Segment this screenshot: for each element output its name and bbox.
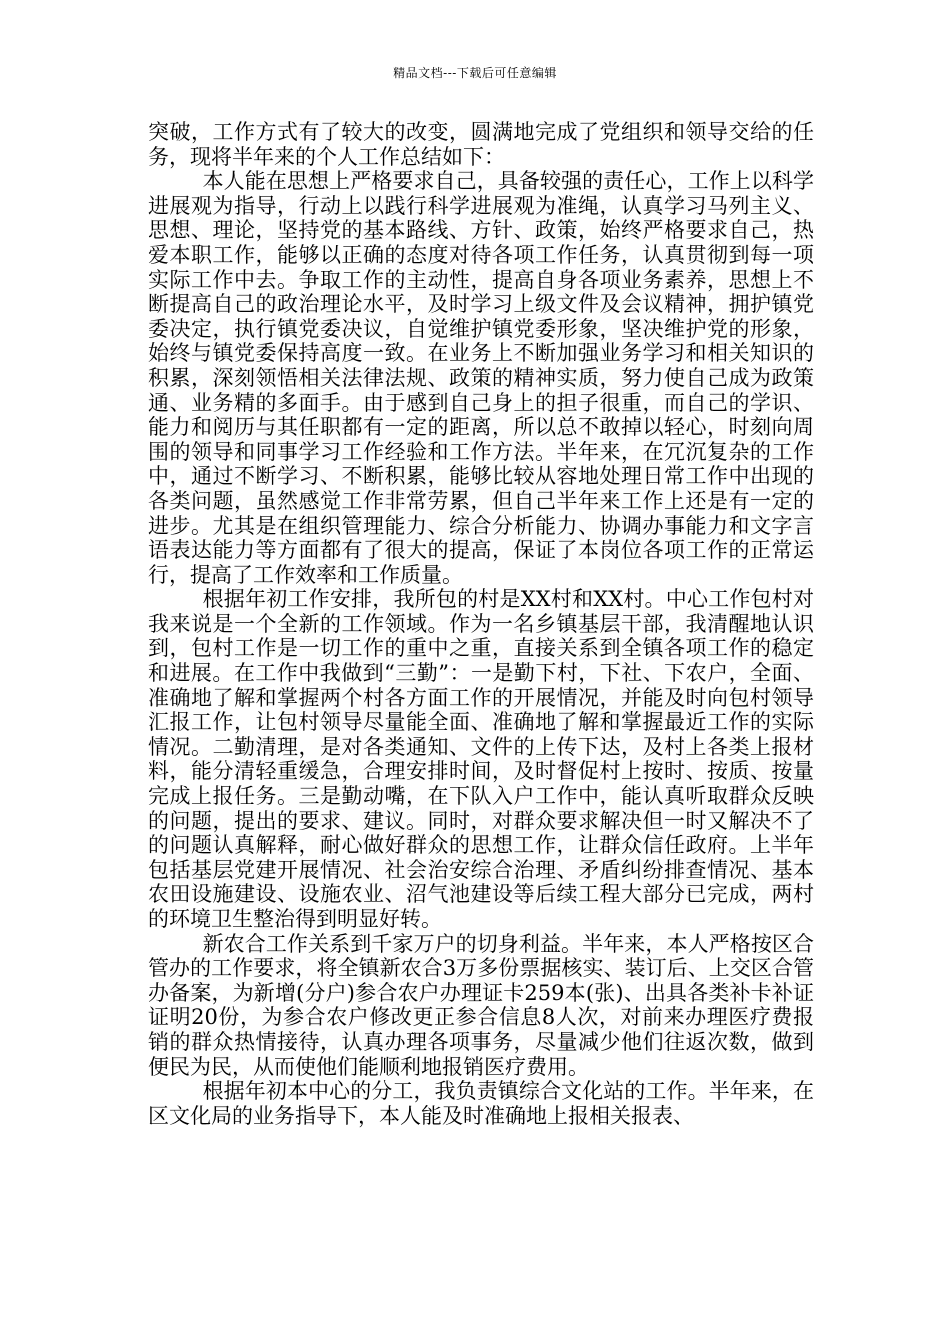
page-header: 精品文档---下载后可任意编辑 xyxy=(393,66,557,80)
paragraph-self-discipline: 本人能在思想上严格要求自己，具备较强的责任心，工作上以科学进展观为指导，行动上以践行科学进展观为准绳，认真学习马列主义、思想、理论，坚持党的基本路线、方针、政策，始终严格要求自己，热爱本职工作，能够以正确的态度对待各项工作任务，认真贯彻到每一项实际工作中去。争取工作的主动性，提高自身各项业务素养，思想上不断提高自己的政治理论水平，及时学习上级文件及会议精神，拥护镇党委决定，执行镇党委决议，自觉维护镇党委形象，坚决维护党的形象，始终与镇党委保持高度一致。在业务上不断加强业务学习和相关知识的积累，深刻领悟相关法律法规、政策的精神实质，努力使自己成为政策通、业务精的多面手。由于感到自己身上的担子很重，而自己的学识、能力和阅历与其任职都有一定的距离，所以总不敢掉以轻心，时刻向周围的领导和同事学习工作经验和工作方法。半年来，在冗沉复杂的工作中，通过不断学习、不断积累，能够比较从容地处理日常工作中出现的各类问题，虽然感觉工作非常劳累，但自己半年来工作上还是有一定的进步。尤其是在组织管理能力、综合分析能力、协调办事能力和文字言语表达能力等方面都有了很大的提高，保证了本岗位各项工作的正常运行，提高了工作效率和工作质量。 xyxy=(148,169,814,587)
document-body xyxy=(148,120,814,1128)
paragraph-rural-cooperative-medical: 新农合工作关系到千家万户的切身利益。半年来，本人严格按区合管办的工作要求，将全镇新农合3万多份票据核实、装订后、上交区合管办备案，为新增(分户)参合农户办理证卡259本(张)、出具各类补卡补证证明20份，为参合农户修改更正参合信息8人次，对前来办理医疗费报销的群众热情接待，认真办理各项事务，尽量减少他们往返次数，做到便民为民，从而使他们能顺利地报销医疗费用。 xyxy=(148,931,814,1079)
paragraph-village-work: 根据年初工作安排，我所包的村是XX村和XX村。中心工作包村对我来说是一个全新的工作领域。作为一名乡镇基层干部，我清醒地认识到，包村工作是一切工作的重中之重，直接关系到全镇各项工作的稳定和进展。在工作中我做到“三勤”：一是勤下村，下社、下农户，全面、准确地了解和掌握两个村各方面工作的开展情况，并能及时向包村领导汇报工作，让包村领导尽量能全面、准确地了解和掌握最近工作的实际情况。二勤清理，是对各类通知、文件的上传下达，及村上各类上报材料，能分清轻重缓急，合理安排时间，及时督促村上按时、按质、按量完成上报任务。三是勤动嘴，在下队入户工作中，能认真听取群众反映的问题，提出的要求、建议。同时，对群众要求解决但一时又解决不了的问题认真解释，耐心做好群众的思想工作，让群众信任政府。上半年包括基层党建开展情况、社会治安综合治理、矛盾纠纷排查情况、基本农田设施建设、设施农业、沼气池建设等后续工程大部分已完成，两村的环境卫生整治得到明显好转。 xyxy=(148,587,814,931)
paragraph-continuation: 突破，工作方式有了较大的改变，圆满地完成了党组织和领导交给的任务，现将半年来的个人工作总结如下： xyxy=(148,120,814,169)
paragraph-cultural-station: 根据年初本中心的分工，我负责镇综合文化站的工作。半年来，在区文化局的业务指导下，本人能及时准确地上报相关报表、 xyxy=(148,1079,814,1128)
